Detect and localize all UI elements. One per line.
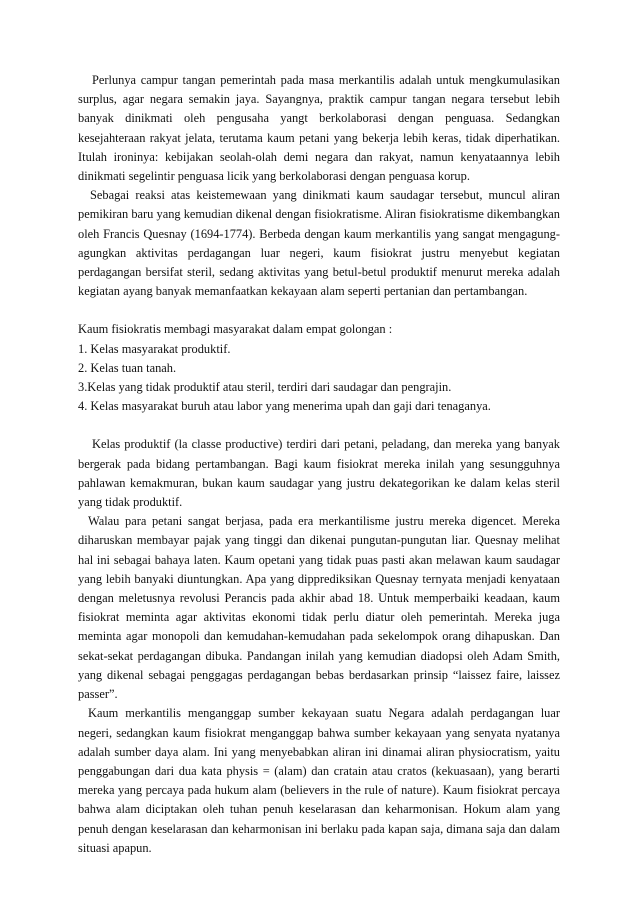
paragraph-merkantilis-intervention: Perlunya campur tangan pemerintah pada masa merkantilis adalah untuk mengkumulasikan surplus, agar negara semakin jaya. Sayangnya, praktik campur tangan negara tersebut lebih banyak dinikmati oleh pengusaha yangt berkolaborasi dengan penguasa. Sedangkan kesejahteraan rakyat jelata, terutama kaum petani yang bekerja lebih keras, tidak diperhatikan. Itulah ironinya: kebijakan seolah-olah demi negara dan rakyat, namun kenyataannya lebih dinikmati segelintir penguasa licik yang berkolaborasi dengan penguasa korup.	[78, 73, 560, 184]
class-list-title: Kaum fisiokratis membagi masyarakat dalam empat golongan :	[78, 322, 393, 337]
class-list-item: 4. Kelas masyarakat buruh atau labor yang menerima upah dan gaji dari tenaganya.	[78, 399, 491, 414]
paragraph-petani-digencet: Walau para petani sangat berjasa, pada era merkantilisme justru mereka digencet. Mereka diharuskan membayar pajak yang tinggi dan dikenai pungutan-pungutan liar. Quesnay melihat hal ini sebagai bahaya laten. Kaum opetani yang tidak puas pasti akan melawan kaum saudagar yang lebih banyaki diuntungkan. Apa yang dipprediksikan Quesnay ternyata menjadi kenyataan dengan meletusnya revolusi Perancis pada akhir abad 18. Untuk memperbaiki keadaan, kaum fisiokrat meminta agar aktivitas ekonomi tidak perlu diatur oleh pemerintah. Mereka juga meminta agar monopoli dan kemudahan-kemudahan pada sekelompok orang dihapuskan. Dan sekat-sekat perdagangan dibuka. Pandangan inilah yang kemudian diadopsi oleh Adam Smith, yang dikenal sebagai penggagas perdagangan bebas berdasarkan prinsip “laissez faire, laissez passer”.	[78, 514, 560, 702]
class-list-item: 2. Kelas tuan tanah.	[78, 360, 177, 375]
class-list-item: 3.Kelas yang tidak produktif atau steril, terdiri dari saudagar dan pengrajin.	[78, 380, 452, 395]
paragraph-sumber-kekayaan: Kaum merkantilis menganggap sumber kekayaan suatu Negara adalah perdagangan luar negeri, sedangkan kaum fisiokrat menganggap bahwa sumber kekayaan yang senyata nyatanya adalah sumber daya alam. Ini yang menyebabkan aliran ini dinamai aliran physiocratism, yaitu penggabungan dari dua kata physis = (alam) dan cratain atau cratos (kekuasaan), yang berarti mereka yang percaya pada hukum alam (believers in the rule of nature). Kaum fisiokrat percaya bahwa alam diciptakan oleh tuhan penuh keselarasan dan keharmonisan. Hokum alam yang penuh dengan keselarasan dan keharmonisan ini berlaku pada kapan saja, dimana saja dan dalam situasi apapun.	[78, 706, 560, 855]
paragraph-fisiokratisme-origin: Sebagai reaksi atas keistemewaan yang dinikmati kaum saudagar tersebut, muncul aliran pemikiran baru yang kemudian dikenal dengan fisiokratisme. Aliran fisiokratisme dikembangkan oleh Francis Quesnay (1694-1774). Berbeda dengan kaum merkantilis yang sangat mengagung-agungkan aktivitas perdagangan luar negeri, kaum fisiokrat justru menyebut kegiatan perdagangan bersifat steril, sedang aktivitas yang betul-betul produktif menurut mereka adalah kegiatan ayang banyak memanfaatkan kekayaan alam seperti pertanian dan pertambangan.	[78, 188, 560, 299]
class-list-item: 1. Kelas masyarakat produktif.	[78, 341, 231, 356]
paragraph-kelas-produktif: Kelas produktif (la classe productive) terdiri dari petani, peladang, dan mereka yang banyak bergerak pada bidang pertambangan. Bagi kaum fisiokrat mereka inilah yang sesungguhnya pahlawan kemakmuran, bukan kaum saudagar yang justru dekategorikan ke dalam kelas steril yang tidak produktif.	[78, 437, 560, 510]
